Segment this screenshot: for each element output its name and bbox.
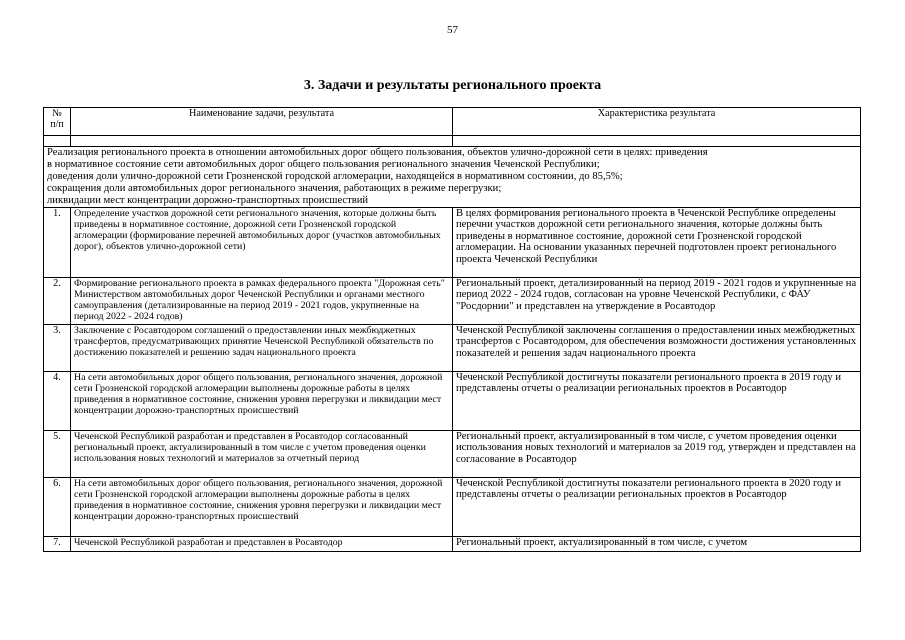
- table-header-row: [44, 108, 861, 136]
- header-task-name-label: Наименование задачи, результата: [189, 108, 334, 119]
- spacer-cell: [44, 136, 71, 147]
- table-row: [44, 430, 861, 477]
- row-number: 6.: [44, 477, 71, 536]
- goal-line: сокращения доли автомобильных дорог регионального значения, работающих в режиме перегрузки;: [47, 182, 502, 194]
- result-characteristic: Чеченской Республикой заключены соглашения о предоставлении иных межбюджетных трансфертов с Росавтодором, для обеспечения возможности достижения установленных показателей и решения задач национального проекта: [453, 324, 861, 371]
- task-name: На сети автомобильных дорог общего пользования, регионального значения, дорожной сети Грозненской городской агломерации выполнены дорожные работы в целях приведения в нормативное состояние, снижения уровня перегрузки и ликвидации мест концентрации дорожно-транспортных происшествий: [71, 477, 453, 536]
- table-row: [44, 207, 861, 277]
- row-number: 2.: [44, 277, 71, 324]
- header-result-characteristic-label: Характеристика результата: [597, 108, 716, 119]
- spacer-cell: [453, 136, 861, 147]
- result-characteristic: Чеченской Республикой достигнуты показатели регионального проекта в 2019 году и представлены отчеты о реализации региональных проектов в Росавтодор: [453, 371, 861, 430]
- header-number: [44, 108, 71, 136]
- result-characteristic: Региональный проект, актуализированный в том числе, с учетом проведения оценки использования новых технологий и материалов за 2019 год, утвержден и представлен на согласование в Росавтодор: [453, 430, 861, 477]
- task-name: Формирование регионального проекта в рамках федерального проекта "Дорожная сеть" Министерством автомобильных дорог Чеченской Республики и органами местного самоуправления (детализированные на период 2019 - 2021 годов, укрупненные на период 2022 - 2024 годов): [71, 277, 453, 324]
- task-name: Заключение с Росавтодором соглашений о предоставлении иных межбюджетных трансфертов, предусматривающих принятие Чеченской Республикой обязательств по достижению показателей и решению задач национального проекта: [71, 324, 453, 371]
- header-result-characteristic: [453, 108, 861, 136]
- result-characteristic: Региональный проект, актуализированный в том числе, с учетом: [453, 536, 861, 551]
- task-name: Чеченской Республикой разработан и представлен в Росавтодор согласованный региональный проект, актуализированный в том числе с учетом проведения оценки использования новых технологий и материалов за отчетный период: [71, 430, 453, 477]
- row-number: 7.: [44, 536, 71, 551]
- table-row: [44, 477, 861, 536]
- section-title: 3. Задачи и результаты регионального проекта: [303, 78, 602, 93]
- task-name: Определение участков дорожной сети регионального значения, которые должны быть приведены в нормативное состояние, дорожной сети Грозненской городской агломерации (формирование перечней автомобильных дорог (участков автомобильных дорог), объектов улично-дорожной сети): [71, 207, 453, 277]
- page-number: 57: [447, 24, 458, 36]
- task-name: Чеченской Республикой разработан и представлен в Росавтодор: [71, 536, 453, 551]
- header-number-label: № п/п: [50, 108, 64, 130]
- row-number: 5.: [44, 430, 71, 477]
- goal-line: ликвидации мест концентрации дорожно-транспортных происшествий: [47, 194, 369, 206]
- goal-line: доведения доли улично-дорожной сети Грозненской городской агломерации, находящейся в нормативном состоянии, до 85,5%;: [47, 170, 623, 182]
- project-goal-cell: [44, 147, 861, 208]
- spacer-cell: [71, 136, 453, 147]
- goal-line: Реализация регионального проекта в отношении автомобильных дорог общего пользования, объектов улично-дорожной сети в целях: приведения: [47, 147, 708, 158]
- row-number: 4.: [44, 371, 71, 430]
- result-characteristic: Чеченской Республикой достигнуты показатели регионального проекта в 2020 году и представлены отчеты о реализации региональных проектов в Росавтодор: [453, 477, 861, 536]
- row-number: 1.: [44, 207, 71, 277]
- goal-line: в нормативное состояние сети автомобильных дорог общего пользования регионального значения Чеченской Республики;: [47, 158, 600, 170]
- table-spacer-row: [44, 136, 861, 147]
- tasks-results-table: [43, 107, 861, 552]
- result-characteristic: В целях формирования регионального проекта в Чеченской Республике определены перечни участков дорожной сети регионального значения, которые должны быть приведены в нормативное состояние, дорожной сети Грозненской городской агломерации. На основании указанных перечней подготовлен проект регионального проекта Чеченской Республики: [453, 207, 861, 277]
- table-row: [44, 371, 861, 430]
- header-task-name: [71, 108, 453, 136]
- row-number: 3.: [44, 324, 71, 371]
- table-row: [44, 324, 861, 371]
- project-goal-row: [44, 147, 861, 208]
- task-name: На сети автомобильных дорог общего пользования, регионального значения, дорожной сети Грозненской городской агломерации выполнены дорожные работы в целях приведения в нормативное состояние, снижения уровня перегрузки и ликвидации мест концентрации дорожно-транспортных происшествий: [71, 371, 453, 430]
- table-row: [44, 277, 861, 324]
- table-row: [44, 536, 861, 551]
- result-characteristic: Региональный проект, детализированный на период 2019 - 2021 годов и укрупненные на период 2022 - 2024 годов, согласован на уровне Чеченской Республики, с ФАУ "Росдорнии" и представлен на утверждение в Росавтодор: [453, 277, 861, 324]
